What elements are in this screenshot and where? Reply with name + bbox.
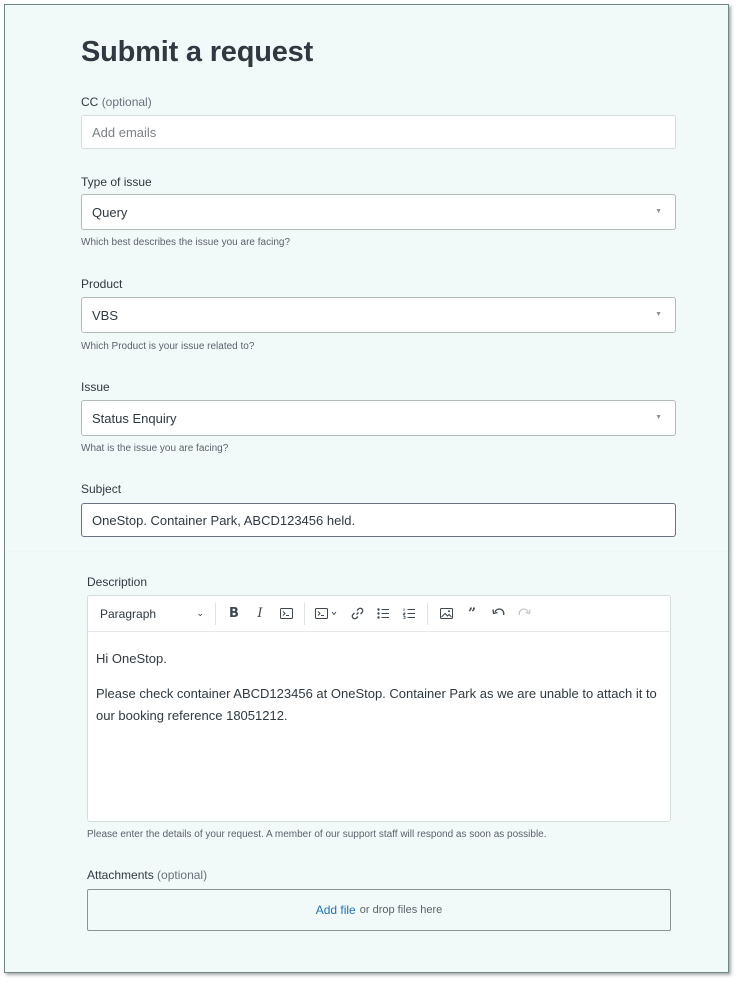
description-editor <box>87 595 671 822</box>
description-hint: Please enter the details of your request. A member of our support staff will respond as soon as possible. <box>87 829 547 840</box>
dropdown-caret-icon: ▼ <box>655 311 662 318</box>
cc-placeholder: Add emails <box>92 124 157 140</box>
product-select[interactable] <box>81 297 676 333</box>
type-of-issue-select[interactable] <box>81 194 676 230</box>
issue-select[interactable] <box>81 400 676 436</box>
link-icon[interactable] <box>344 602 370 626</box>
bullet-list-icon[interactable] <box>370 602 396 626</box>
cc-label <box>81 95 152 109</box>
subject-value: OneStop. Container Park, ABCD123456 held. <box>92 512 356 528</box>
cc-optional-text: (optional) <box>101 95 152 109</box>
toolbar-divider <box>304 603 305 625</box>
dropdown-caret-icon: ▼ <box>655 414 662 421</box>
page-title: Submit a request <box>81 36 314 68</box>
subject-label: Subject <box>81 482 122 496</box>
type-of-issue-value: Query <box>92 204 128 220</box>
toolbar-divider <box>215 603 216 625</box>
redo-icon <box>511 602 537 626</box>
dropdown-caret-icon: ▼ <box>655 208 662 215</box>
cc-label-text: CC <box>81 95 99 109</box>
product-value: VBS <box>92 307 119 323</box>
description-label: Description <box>87 575 148 589</box>
undo-icon[interactable] <box>485 602 511 626</box>
cc-email-input[interactable] <box>81 115 676 149</box>
toolbar-divider <box>427 603 428 625</box>
attachments-label <box>87 868 207 882</box>
code-block-icon[interactable] <box>310 602 344 626</box>
description-paragraph: Please check container ABCD123456 at OneStop. Container Park as we are unable to attach it to our booking reference 18051212. <box>96 686 657 723</box>
attachments-dropzone[interactable] <box>87 889 671 931</box>
type-of-issue-hint: Which best describes the issue you are facing? <box>81 237 290 248</box>
type-of-issue-label: Type of issue <box>81 175 152 189</box>
chevron-down-icon: ⌄ <box>196 608 204 618</box>
paragraph-format-value: Paragraph <box>100 606 157 621</box>
paragraph-format-select[interactable] <box>94 602 210 626</box>
attachments-label-text: Attachments <box>87 868 154 882</box>
numbered-list-icon[interactable] <box>396 602 422 626</box>
quote-icon[interactable]: ” <box>467 605 477 622</box>
add-file-link[interactable]: Add file <box>315 903 356 917</box>
subject-input[interactable] <box>81 503 676 537</box>
drop-files-text: or drop files here <box>359 904 443 916</box>
issue-hint: What is the issue you are facing? <box>81 443 229 454</box>
product-hint: Which Product is your issue related to? <box>81 341 255 352</box>
image-icon[interactable] <box>433 602 459 626</box>
description-textarea[interactable] <box>88 632 670 727</box>
attachments-optional-text: (optional) <box>157 868 208 882</box>
italic-icon[interactable]: I <box>257 606 263 621</box>
code-icon[interactable] <box>273 602 299 626</box>
bold-icon[interactable]: B <box>229 606 239 621</box>
issue-label: Issue <box>81 380 110 394</box>
editor-toolbar <box>88 596 670 632</box>
product-label: Product <box>81 277 123 291</box>
description-paragraph: Hi OneStop. <box>96 651 167 666</box>
issue-value: Status Enquiry <box>92 410 177 426</box>
